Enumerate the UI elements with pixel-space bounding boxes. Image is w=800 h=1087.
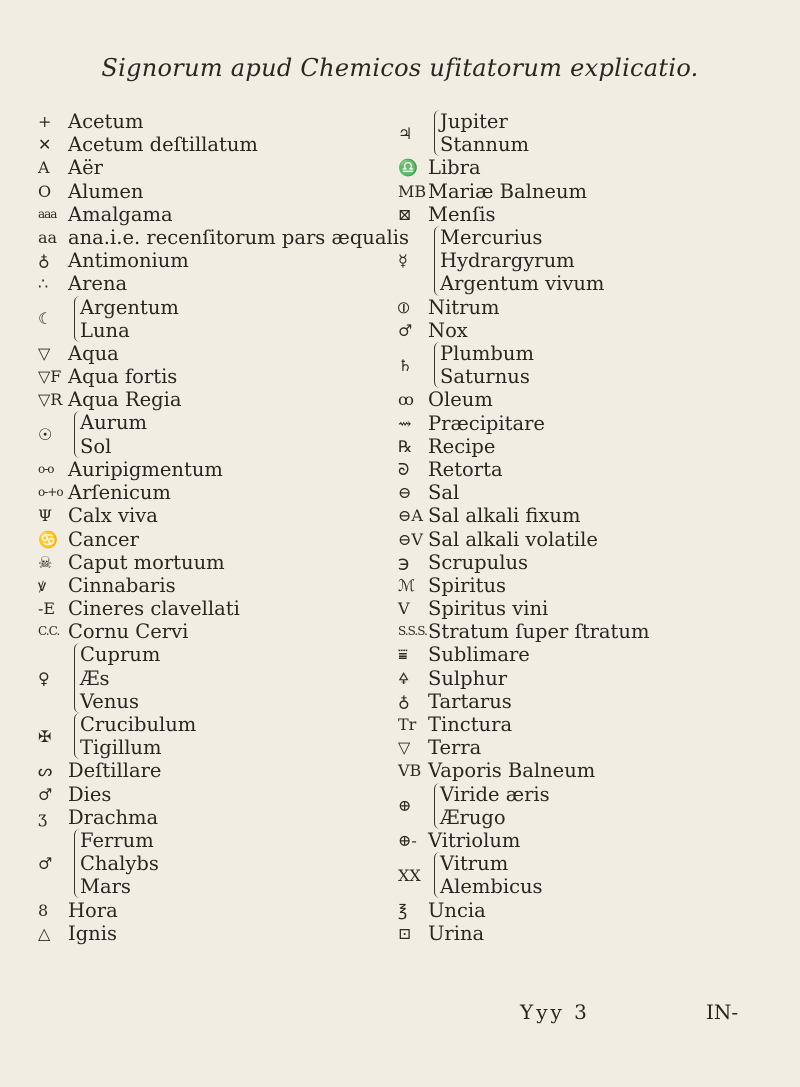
sign-entry-nitrum — [398, 296, 698, 319]
sign-name: Alumen — [68, 179, 144, 203]
sign-name: Tigillum — [80, 736, 162, 760]
sign-symbol-icon: ℳ — [398, 575, 416, 595]
sign-entry-amalgama — [38, 203, 378, 226]
sign-name: Aqua — [68, 341, 119, 365]
sign-entry-sal-alkali-volatile — [398, 527, 698, 550]
sign-entry-mari-balneum — [398, 180, 698, 203]
sign-symbol-icon: ♂ — [398, 320, 413, 340]
sign-entry-caput-mortuum — [38, 551, 378, 574]
sign-entry-pr-cipitare — [398, 412, 698, 435]
sign-symbol-icon: + — [38, 112, 52, 132]
sign-entry-ae-r — [38, 156, 378, 179]
sign-entry-aurum — [38, 411, 378, 457]
sign-symbol-icon: ⇝ — [398, 413, 412, 433]
sign-entry-auripigmentum — [38, 458, 378, 481]
sign-name: Tinctura — [428, 713, 513, 737]
sign-symbol-icon: △ — [38, 923, 51, 943]
sign-symbol-icon: ʒ — [38, 807, 48, 827]
sign-entry-acetum-de-tillatum — [38, 133, 378, 156]
sign-name: Vitriolum — [428, 828, 521, 852]
sign-entry-sublimare — [398, 643, 698, 666]
sign-name: Cuprum — [80, 643, 161, 667]
sign-name: Libra — [428, 156, 481, 180]
sign-symbol-icon: XX — [398, 865, 421, 885]
sign-symbol-icon: ☿ — [398, 251, 408, 271]
sign-entry-ignis — [38, 922, 378, 945]
sign-symbol-icon: ▽ — [38, 343, 51, 363]
sign-entry-ar-enicum — [38, 481, 378, 504]
sign-name: Vaporis Balneum — [428, 759, 596, 783]
brace-group — [74, 829, 159, 899]
sign-name: Crucibulum — [80, 712, 197, 736]
sign-name: Calx viva — [68, 504, 158, 528]
sign-entry-retorta — [398, 458, 698, 481]
sign-symbol-icon: ♂ — [38, 854, 53, 874]
sign-name: Dies — [68, 782, 112, 806]
sign-symbol-icon: ⊠ — [398, 204, 412, 224]
sign-name: Uncia — [428, 898, 486, 922]
sign-entry-terra — [398, 736, 698, 759]
sign-symbol-icon: Tr — [398, 715, 417, 735]
right-column — [398, 110, 698, 945]
brace-group — [74, 296, 179, 342]
sign-name: Menſis — [428, 202, 496, 226]
sign-name: Cineres clavellati — [68, 597, 240, 621]
sign-name: Argentum vivum — [440, 272, 605, 296]
sign-name: Vitrum — [440, 852, 509, 876]
sign-entry-acetum — [38, 110, 378, 133]
sign-entry-uncia — [398, 898, 698, 921]
sign-symbol-icon: ☾ — [38, 309, 53, 329]
sign-entry-alumen — [38, 180, 378, 203]
sign-symbol-icon: ♃ — [398, 123, 413, 143]
sign-name: Cancer — [68, 527, 139, 551]
brace-group — [434, 852, 543, 898]
sign-entry-sal — [398, 481, 698, 504]
sign-entry-aqua-regia — [38, 388, 378, 411]
sign-name: Ignis — [68, 921, 117, 945]
sign-entry-calx-viva — [38, 504, 378, 527]
sign-symbol-icon: ⊕ — [398, 796, 412, 816]
sign-entry-arena — [38, 272, 378, 295]
sign-name: Sol — [80, 434, 112, 458]
sign-name: Aqua Regia — [68, 388, 182, 412]
sign-entry-hora — [38, 898, 378, 921]
sign-symbol-icon: ⊕- — [398, 830, 417, 850]
sign-name: Terra — [428, 736, 482, 760]
sign-symbol-icon: ⊖ — [398, 483, 412, 503]
sign-entry-jupiter — [398, 110, 698, 156]
sign-symbol-icon: aaa — [38, 206, 57, 221]
sign-name: Plumbum — [440, 341, 534, 365]
sign-symbol-icon: ⦶ — [398, 297, 410, 317]
sign-name: Alembicus — [440, 875, 543, 899]
sign-entry-crucibulum — [38, 713, 378, 759]
sign-entry-urina — [398, 922, 698, 945]
sign-entry-tartarus — [398, 690, 698, 713]
brace-group — [434, 110, 529, 156]
sign-entry-aqua — [38, 342, 378, 365]
sign-name: Nox — [428, 318, 468, 342]
sign-symbol-icon: ▽ — [398, 738, 411, 758]
sign-name: Arſenicum — [68, 481, 171, 505]
sign-entry-nox — [398, 319, 698, 342]
sign-entry-antimonium — [38, 249, 378, 272]
sign-symbol-icon: ♎ — [398, 158, 418, 178]
sign-name: Acetum — [68, 110, 144, 134]
brace-group — [434, 226, 604, 296]
sign-entry-vaporis-balneum — [398, 759, 698, 782]
sign-entry-plumbum — [398, 342, 698, 388]
sign-symbol-icon: ♋ — [38, 529, 58, 549]
sign-entry-libra — [398, 156, 698, 179]
sign-symbol-icon: S.S.S. — [398, 624, 427, 639]
sign-symbol-icon: ✠ — [38, 726, 52, 746]
sign-name: Spiritus — [428, 573, 507, 597]
sign-name: Sal alkali fixum — [428, 504, 581, 528]
sign-entry-recipe — [398, 435, 698, 458]
sign-name: ana.i.e. recenſitorum pars æqualis — [68, 226, 409, 250]
sign-name: Arena — [68, 272, 128, 296]
sign-entry-viride-ris — [398, 783, 698, 829]
sign-name: Aër — [68, 156, 103, 180]
sign-name: Hydrargyrum — [440, 249, 575, 273]
sign-name: Chalybs — [80, 852, 159, 876]
catchword: IN- — [706, 1000, 739, 1024]
sign-symbol-icon: ꝏ — [398, 390, 414, 410]
sign-symbol-icon: ▽F — [38, 367, 62, 387]
sign-symbol-icon: ℥ — [398, 900, 408, 920]
sign-entry-spiritus — [398, 574, 698, 597]
sign-name: Aqua fortis — [68, 365, 178, 389]
sign-symbol-icon: A — [38, 158, 50, 178]
sign-symbol-icon: O — [38, 181, 52, 201]
sign-name: Caput mortuum — [68, 550, 225, 574]
sign-name: Tartarus — [428, 689, 512, 713]
sign-name: Cornu Cervi — [68, 620, 189, 644]
sign-name: Præcipitare — [428, 411, 545, 435]
sign-entry-scrupulus — [398, 551, 698, 574]
sign-symbol-icon: 🜍 — [398, 668, 410, 688]
sign-entry-tinctura — [398, 713, 698, 736]
brace-group — [74, 643, 160, 713]
sign-name: Jupiter — [440, 110, 508, 133]
sign-name: Spiritus vini — [428, 597, 549, 621]
sign-entry-ferrum — [38, 829, 378, 899]
sign-name: Recipe — [428, 434, 496, 458]
sign-name: Æs — [80, 666, 110, 690]
sign-symbol-icon: ✕ — [38, 135, 52, 155]
sign-symbol-icon: ♁ — [398, 691, 410, 711]
sign-name: Drachma — [68, 805, 159, 829]
sign-entry-cancer — [38, 527, 378, 550]
sign-symbol-icon: 8 — [38, 900, 49, 920]
sign-entry-sal-alkali-fixum — [398, 504, 698, 527]
sign-entry-vitrum — [398, 852, 698, 898]
sign-symbol-icon: VB — [398, 761, 422, 781]
sign-symbol-icon: ⊡ — [398, 923, 412, 943]
sign-entry-stratum-uper-tratum — [398, 620, 698, 643]
sign-symbol-icon: MB — [398, 181, 427, 201]
sign-entry-cornu-cervi — [38, 620, 378, 643]
sign-symbol-icon: ♂ — [38, 784, 53, 804]
sign-name: Viride æris — [440, 782, 550, 806]
sign-name: Aurum — [80, 411, 148, 435]
sign-symbol-icon: ☠ — [38, 552, 53, 572]
sign-entry-dies — [38, 783, 378, 806]
sign-symbol-icon: Ψ — [38, 506, 53, 526]
signature-mark: Yyy 3 — [520, 1000, 590, 1024]
sign-name: Sal — [428, 481, 460, 505]
brace-group — [434, 342, 534, 388]
sign-symbol-icon: -E — [38, 599, 56, 619]
sign-symbol-icon: V — [398, 599, 410, 619]
sign-entry-cineres-clavellati — [38, 597, 378, 620]
sign-symbol-icon: ᘐ — [398, 459, 410, 479]
sign-symbol-icon: ∴ — [38, 274, 49, 294]
sign-entry-de-tillare — [38, 759, 378, 782]
sign-name: Nitrum — [428, 295, 500, 319]
sign-symbol-icon: ℞ — [398, 436, 413, 456]
sign-name: Stratum ſuper ſtratum — [428, 620, 650, 644]
sign-symbol-icon: ♁ — [38, 251, 50, 271]
sign-name: Retorta — [428, 457, 503, 481]
sign-entry-cuprum — [38, 643, 378, 713]
sign-symbol-icon: ♄ — [398, 355, 413, 375]
sign-entry-ana-i-e-recen-itorum-pars-qualis — [38, 226, 409, 250]
sign-symbol-icon: ꝟ — [38, 575, 47, 595]
sign-name: Deſtillare — [68, 759, 162, 783]
sign-entry-aqua-fortis — [38, 365, 378, 388]
sign-name: Saturnus — [440, 365, 530, 389]
sign-name: Urina — [428, 921, 485, 945]
sign-name: Ærugo — [440, 805, 506, 829]
sign-symbol-icon: o-+o — [38, 485, 63, 500]
sign-symbol-icon: ᔕ — [38, 761, 53, 781]
page-title: Signorum apud Chemicos ufitatorum explicatio. — [101, 54, 699, 82]
sign-name: Amalgama — [68, 202, 173, 226]
sign-symbol-icon: ☉ — [38, 425, 53, 445]
sign-symbol-icon: ⩸ — [398, 645, 408, 665]
sign-entry-oleum — [398, 388, 698, 411]
sign-name: Sulphur — [428, 666, 508, 690]
sign-name: Mariæ Balneum — [428, 179, 588, 203]
brace-group — [74, 713, 196, 759]
sign-symbol-icon: C.C. — [38, 624, 60, 639]
sign-name: Acetum deſtillatum — [68, 133, 258, 157]
sign-name: Ferrum — [80, 828, 154, 852]
sign-entry-drachma — [38, 806, 378, 829]
sign-entry-mercurius — [398, 226, 698, 296]
sign-name: Oleum — [428, 388, 493, 412]
sign-entry-sulphur — [398, 667, 698, 690]
sign-symbol-icon: ▽R — [38, 390, 63, 410]
sign-symbol-icon: aa — [38, 228, 58, 248]
sign-name: Cinnabaris — [68, 573, 176, 597]
sign-entry-spiritus-vini — [398, 597, 698, 620]
sign-name: Hora — [68, 898, 118, 922]
sign-symbol-icon: ⊖V — [398, 529, 423, 549]
brace-group — [74, 411, 147, 457]
sign-entry-cinnabaris — [38, 574, 378, 597]
sign-symbol-icon: o-o — [38, 461, 54, 476]
sign-entry-vitriolum — [398, 829, 698, 852]
sign-symbol-icon: ℈ — [398, 552, 410, 572]
sign-name: Mercurius — [440, 225, 543, 249]
sign-name: Argentum — [80, 295, 179, 319]
sign-name: Sublimare — [428, 643, 530, 667]
brace-group — [434, 783, 550, 829]
sign-name: Antimonium — [68, 249, 189, 273]
sign-name: Scrupulus — [428, 550, 529, 574]
sign-name: Venus — [80, 689, 139, 713]
sign-entry-men-is — [398, 203, 698, 226]
sign-name: Sal alkali volatile — [428, 527, 598, 551]
sign-entry-argentum — [38, 296, 378, 342]
sign-name: Stannum — [440, 133, 529, 157]
sign-name: Mars — [80, 875, 131, 899]
sign-name: Auripigmentum — [68, 457, 223, 481]
sign-symbol-icon: ♀ — [38, 668, 50, 688]
sign-name: Luna — [80, 318, 130, 342]
sign-symbol-icon: ⊖A — [398, 506, 423, 526]
